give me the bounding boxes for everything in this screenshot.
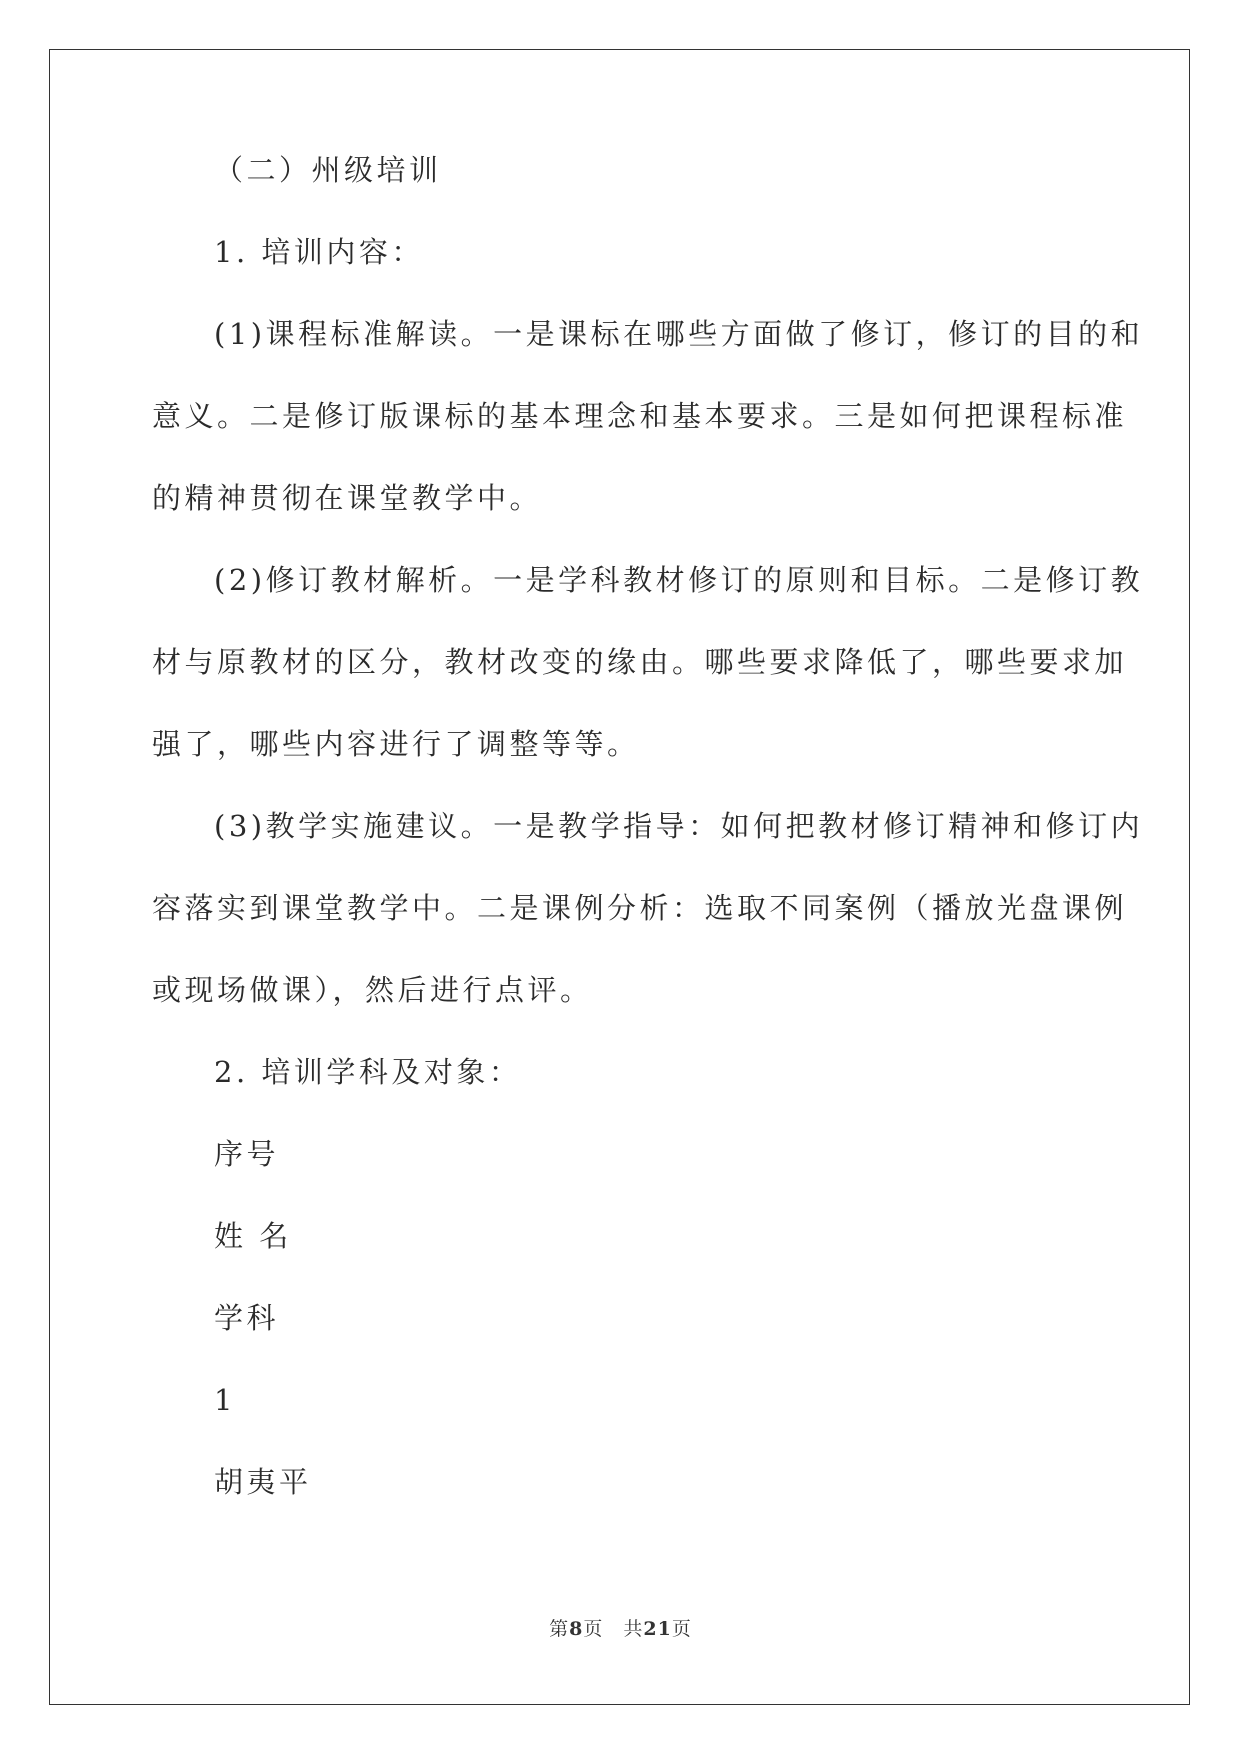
paragraph-3 (152, 785, 1144, 1031)
footer-total-pages: 21 (643, 1618, 672, 1640)
item1-title: 1. 培训内容： (214, 235, 424, 269)
paragraph-2-line-3: 强了，哪些内容进行了调整等等。 (152, 727, 640, 761)
item2-title: 2. 培训学科及对象： (214, 1055, 522, 1089)
table-cell-list (152, 1113, 1082, 1523)
table-cell-header-name: 姓 名 (214, 1219, 292, 1253)
paragraph-3-line-3: 或现场做课），然后进行点评。 (152, 973, 593, 1007)
footer-mid: 页 共 (583, 1618, 644, 1640)
paragraph-2-line-1: (2)修订教材解析。一是学科教材修订的原则和目标。二是修订教 (214, 563, 1144, 597)
footer-prefix: 第 (549, 1618, 570, 1640)
footer-current-page: 8 (569, 1618, 584, 1640)
table-cell-header-subject: 学科 (214, 1301, 280, 1335)
paragraph-1 (152, 293, 1144, 539)
page-footer (0, 1614, 1241, 1641)
paragraph-2 (152, 539, 1144, 785)
paragraph-1-line-3: 的精神贯彻在课堂教学中。 (152, 481, 543, 515)
footer-suffix: 页 (671, 1618, 692, 1640)
section-heading: （二）州级培训 (214, 153, 442, 187)
paragraph-3-line-2: 容落实到课堂教学中。二是课例分析：选取不同案例（播放光盘课例 (152, 891, 1128, 925)
table-cell-row-number: 1 (214, 1383, 236, 1417)
table-cell-row-name: 胡夷平 (214, 1465, 312, 1499)
paragraph-1-line-2: 意义。二是修订版课标的基本理念和基本要求。三是如何把课程标准 (152, 399, 1128, 433)
table-cell-header-number: 序号 (214, 1137, 280, 1171)
paragraph-3-line-1: (3)教学实施建议。一是教学指导：如何把教材修订精神和修订内 (214, 809, 1144, 843)
paragraph-2-line-2: 材与原教材的区分，教材改变的缘由。哪些要求降低了，哪些要求加 (152, 645, 1128, 679)
paragraph-1-line-1: (1)课程标准解读。一是课标在哪些方面做了修订，修订的目的和 (214, 317, 1144, 351)
document-body (152, 129, 1144, 1523)
